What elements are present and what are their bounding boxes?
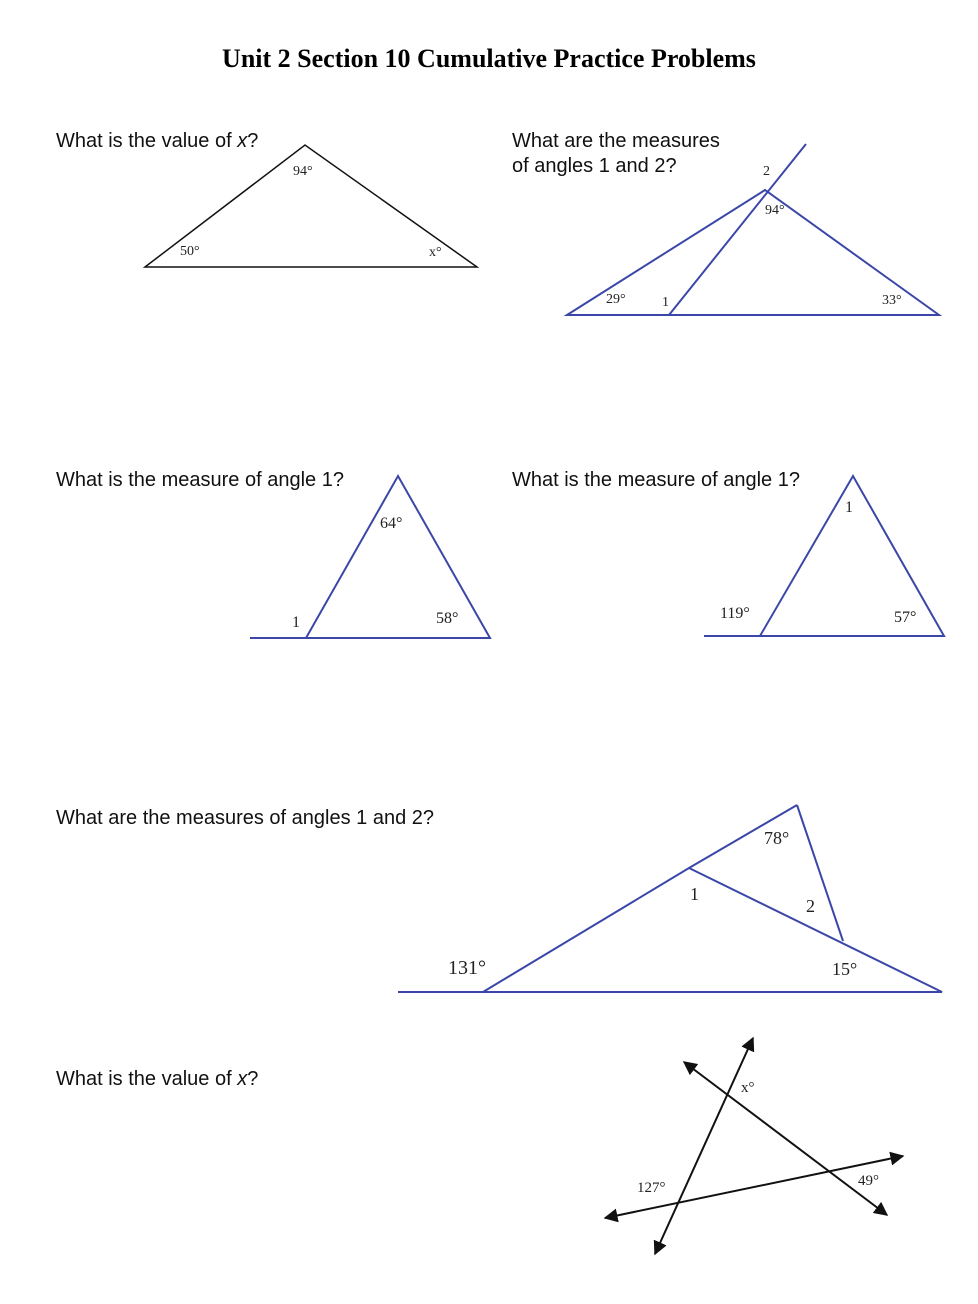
figure-3-triangle [250,476,490,638]
figure-3-right-angle: 58° [436,610,459,627]
figure-6-line-b [684,1062,887,1215]
figure-5-right-segment [797,805,843,941]
figure-3-top-angle: 64° [380,515,403,532]
figure-3-outline [306,476,490,638]
figure-2-triangle [567,144,939,315]
figure-5-right-angle: 15° [832,959,858,979]
figure-2-left-angle: 29° [606,292,626,307]
figure-4-angle-1-label: 1 [845,499,853,516]
figure-1-top-angle: 94° [293,164,313,179]
figure-2-angle-2-label: 2 [763,164,770,179]
question-1-variable: x [237,130,248,152]
figure-2-right-angle: 33° [882,293,902,308]
figure-2-transversal [669,144,806,315]
question-1-lead: What is the value of [56,130,238,152]
figure-3-angle-1-label: 1 [292,614,300,631]
figure-2-top-angle: 94° [765,203,785,218]
figure-5-top-angle: 78° [764,828,790,848]
question-4: What is the measure of angle 1? [512,469,800,491]
figure-5-angle-1-label: 1 [690,884,699,904]
question-6-end: ? [247,1068,259,1090]
figure-6-left-angle: 127° [637,1180,666,1196]
question-1-end: ? [247,130,259,152]
figure-6-line-a [655,1038,753,1254]
question-5: What are the measures of angles 1 and 2? [56,807,435,829]
figure-2-angle-1-label: 1 [662,295,669,310]
figure-1-right-angle: x° [429,245,442,260]
question-6-variable: x [237,1068,248,1090]
figure-5-triangles [398,805,942,992]
page-title: Unit 2 Section 10 Cumulative Practice Problems [222,44,756,73]
figure-5-angle-2-label: 2 [806,896,815,916]
question-2-line-2: of angles 1 and 2? [512,155,677,177]
figure-6-right-angle: 49° [858,1173,879,1189]
question-3: What is the measure of angle 1? [56,469,344,491]
question-2-line-1: What are the measures [512,130,720,152]
figure-4-exterior-angle: 119° [720,605,750,622]
figure-5-exterior-angle: 131° [448,957,486,979]
figure-4-triangle [704,476,944,636]
figure-4-right-angle: 57° [894,609,917,626]
figure-6-top-angle: x° [741,1080,755,1096]
question-6-lead: What is the value of [56,1068,238,1090]
figure-1-left-angle: 50° [180,244,200,259]
figure-5-outer-triangle [483,868,942,992]
figure-1-triangle [145,145,477,267]
figure-6-intersecting-lines [605,1038,903,1254]
